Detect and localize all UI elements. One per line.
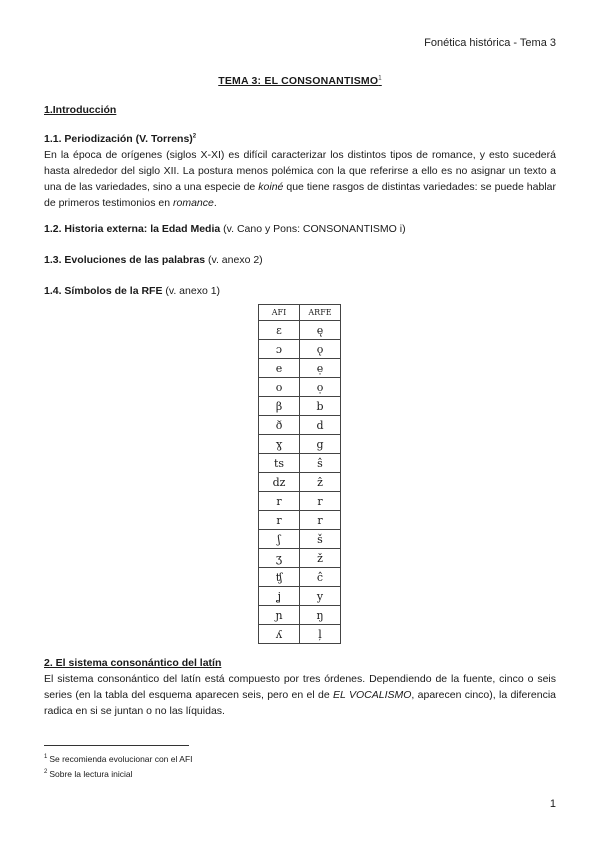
afi-symbol: e xyxy=(259,359,300,378)
afi-symbol: ð xyxy=(259,416,300,435)
afi-symbol: ʒ xyxy=(259,549,300,568)
afi-symbol: ʝ xyxy=(259,587,300,606)
arfe-symbol: ŝ xyxy=(300,454,341,473)
arfe-symbol: g xyxy=(300,435,341,454)
table-row xyxy=(259,511,341,530)
table-row xyxy=(259,625,341,644)
afi-rfe-table xyxy=(258,304,341,644)
page-title: TEMA 3: EL CONSONANTISMO$^1$ xyxy=(218,75,382,87)
arfe-symbol: r xyxy=(300,511,341,530)
arfe-symbol: ǫ xyxy=(300,340,341,359)
table-row xyxy=(259,568,341,587)
sistema-paragraph: El sistema consonántico del latín está compuesto por tres órdenes. Dependiendo de la fuente, cinco o seis series (en la tabla del esquema aparecen seis, pero en el de EL VOCALISMO, aparecen cinco), la diferencia radica en si se juntan o no las líquidas. xyxy=(44,673,556,717)
table-row xyxy=(259,454,341,473)
table-row xyxy=(259,530,341,549)
table-row xyxy=(259,492,341,511)
arfe-symbol: y xyxy=(300,587,341,606)
footnote-1: $^1$ Se recomienda evolucionar con el AFI xyxy=(44,753,193,764)
title-footnote-mark: 1 xyxy=(378,75,382,82)
running-header: Fonética histórica - Tema 3 xyxy=(424,37,556,49)
arfe-symbol: ŋ xyxy=(300,606,341,625)
table-header-row xyxy=(259,305,341,321)
afi-symbol: ʎ xyxy=(259,625,300,644)
arfe-symbol: ĉ xyxy=(300,568,341,587)
table-row xyxy=(259,587,341,606)
arfe-symbol: ę xyxy=(300,321,341,340)
afi-symbol: r xyxy=(259,492,300,511)
table-row xyxy=(259,606,341,625)
page-number: 1 xyxy=(549,798,556,810)
arfe-symbol: ļ xyxy=(300,625,341,644)
table-row xyxy=(259,435,341,454)
afi-symbol: β xyxy=(259,397,300,416)
afi-symbol: ɔ xyxy=(259,340,300,359)
table-header-arfe: ARFE xyxy=(300,305,341,321)
arfe-symbol: ž xyxy=(300,549,341,568)
arfe-symbol: š xyxy=(300,530,341,549)
table-row xyxy=(259,416,341,435)
table-row xyxy=(259,549,341,568)
footnotes xyxy=(44,751,193,781)
section-evoluciones-heading: 1.3. Evoluciones de las palabras (v. anexo 2) xyxy=(44,254,263,266)
arfe-symbol: ẹ xyxy=(300,359,341,378)
footnote-divider xyxy=(44,745,189,746)
afi-symbol: ɣ xyxy=(259,435,300,454)
section-intro-heading: 1.Introducción xyxy=(44,104,117,116)
section-simbolos-heading: 1.4. Símbolos de la RFE (v. anexo 1) xyxy=(44,285,221,297)
table-row xyxy=(259,397,341,416)
arfe-symbol: b xyxy=(300,397,341,416)
afi-symbol: o xyxy=(259,378,300,397)
arfe-symbol: ẑ xyxy=(300,473,341,492)
table-row xyxy=(259,473,341,492)
afi-symbol: r xyxy=(259,511,300,530)
afi-symbol: ʃ xyxy=(259,530,300,549)
afi-symbol: ts xyxy=(259,454,300,473)
afi-symbol: dz xyxy=(259,473,300,492)
table-row xyxy=(259,378,341,397)
section-historia-heading: 1.2. Historia externa: la Edad Media (v. Cano y Pons: CONSONANTISMO i) xyxy=(44,223,406,235)
afi-symbol: ʧ xyxy=(259,568,300,587)
table-row xyxy=(259,359,341,378)
table-row xyxy=(259,321,341,340)
arfe-symbol: r xyxy=(300,492,341,511)
periodizacion-footnote-mark: 2 xyxy=(192,133,197,140)
table-header-afi: AFI xyxy=(259,305,300,321)
periodizacion-paragraph: En la época de orígenes (siglos X-XI) es difícil caracterizar los distintos tipos de romance, y esto sucederá hasta alrededor del siglo XII. La postura menos polémica con la que referirse a ello es no asignar un texto a una de las variedades, sino a una especie de koiné que tiene rasgos de distintas variedades: se puede hablar de primeros testimonios en romance. xyxy=(44,149,557,209)
afi-symbol: ɛ xyxy=(259,321,300,340)
table-row xyxy=(259,340,341,359)
footnote-2: $^2$ Sobre la lectura inicial xyxy=(44,768,133,779)
arfe-symbol: ọ xyxy=(300,378,341,397)
afi-symbol: ɲ xyxy=(259,606,300,625)
section-sistema-heading: 2. El sistema consonántico del latín xyxy=(44,657,222,669)
section-periodizacion-heading: 1.1. Periodización (V. Torrens)$^2$ xyxy=(44,133,197,145)
arfe-symbol: d xyxy=(300,416,341,435)
